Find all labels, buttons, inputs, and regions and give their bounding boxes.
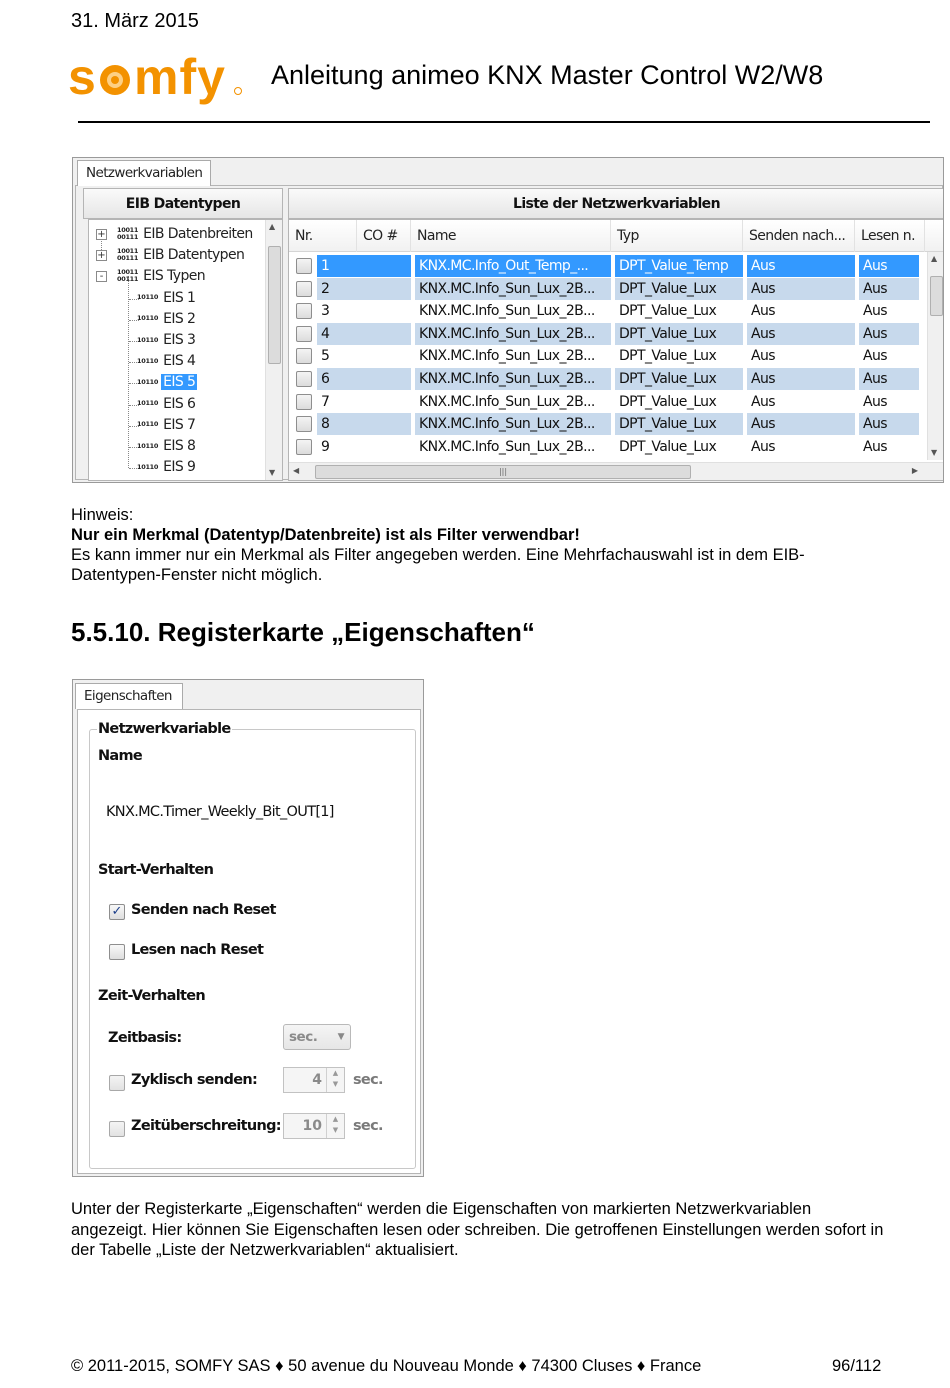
row-checkbox[interactable] <box>296 348 312 364</box>
table-cell-co <box>357 368 411 390</box>
table-cell-lesen: Aus <box>863 303 887 320</box>
table-cell-lesen: Aus <box>863 438 887 455</box>
tab-eigenschaften[interactable]: Eigenschaften <box>75 683 183 709</box>
table-cell-nr: 8 <box>317 413 357 435</box>
tree-node-label: EIS 8 <box>163 438 196 454</box>
table-cell-nr: 2 <box>317 278 357 300</box>
table-cell-name: KNX.MC.Info_Sun_Lux_2B... <box>419 303 595 320</box>
binary-icon: 10110 <box>137 293 159 302</box>
table-cell-typ: DPT_Value_Lux <box>615 368 743 390</box>
table-cell-typ: DPT_Value_Lux <box>615 278 743 300</box>
binary-icon: 10110 <box>137 420 159 429</box>
hint-bold: Nur ein Merkmal (Datentyp/Datenbreite) ist als Filter verwendbar! <box>71 526 580 544</box>
binary-icon: 10110 <box>137 399 159 408</box>
timebase-value: sec. <box>289 1029 318 1045</box>
table-cell-name: KNX.MC.Info_Sun_Lux_2B... <box>419 393 595 410</box>
table-cell-name: KNX.MC.Info_Sun_Lux_2B... <box>419 348 595 365</box>
table-cell-senden: Aus <box>747 413 855 435</box>
cyclic-label: Zyklisch senden: <box>131 1072 258 1088</box>
start-verhalten-label: Start-Verhalten <box>98 862 214 878</box>
grid-vscrollbar[interactable] <box>927 252 944 460</box>
table-cell-co <box>357 255 411 277</box>
scroll-thumb[interactable] <box>268 246 281 364</box>
tree-node[interactable] <box>137 394 197 415</box>
timebase-label: Zeitbasis: <box>108 1030 182 1046</box>
tree-node[interactable] <box>117 266 207 287</box>
row-checkbox[interactable] <box>296 416 312 432</box>
table-cell-lesen: Aus <box>859 255 919 277</box>
section-heading: 5.5.10. Registerkarte „Eigenschaften“ <box>71 617 535 647</box>
timeout-checkbox[interactable] <box>109 1121 125 1137</box>
document-date: 31. März 2015 <box>71 10 199 32</box>
table-cell-co <box>357 323 411 345</box>
table-cell-senden: Aus <box>747 278 855 300</box>
zeit-verhalten-label: Zeit-Verhalten <box>98 988 205 1004</box>
binary-icon: 10110 <box>137 356 159 365</box>
tree-node[interactable] <box>117 224 255 245</box>
scroll-up-icon[interactable]: ▲ <box>931 254 938 263</box>
tree-node[interactable] <box>117 245 246 266</box>
table-row[interactable] <box>289 368 919 390</box>
table-cell-co <box>357 300 411 322</box>
spinner-arrows-icon[interactable]: ▲ ▼ <box>326 1114 344 1138</box>
group-title: Netzwerkvariable <box>98 721 231 737</box>
table-cell-senden: Aus <box>751 348 775 365</box>
column-header[interactable]: Typ <box>611 220 743 252</box>
table-cell-senden: Aus <box>751 438 775 455</box>
tab-netzwerkvariablen[interactable]: Netzwerkvariablen <box>77 160 211 186</box>
table-cell-nr: 5 <box>321 348 330 365</box>
description-paragraph: Unter der Registerkarte „Eigenschaften“ werden die Eigenschaften von markierten Netzwerkvariablen angezeigt. Hier können Sie Eigenschaften lesen oder schreiben. Die getroffenen Einstellungen werden sofort in der Tabelle „Liste der Netzwerkvariablen“ aktualisiert. <box>71 1200 884 1259</box>
scroll-left-icon[interactable]: ◀ <box>293 466 300 475</box>
table-cell-nr: 7 <box>321 393 330 410</box>
scroll-right-icon[interactable]: ▶ <box>911 466 918 475</box>
table-cell-lesen: Aus <box>859 278 919 300</box>
table-cell-nr: 6 <box>317 368 357 390</box>
table-cell-senden: Aus <box>751 303 775 320</box>
table-cell-co <box>357 413 411 435</box>
tree-node-label: EIS 2 <box>163 310 196 327</box>
table-cell-lesen: Aus <box>863 393 887 410</box>
table-row[interactable] <box>289 300 919 322</box>
table-cell-name: KNX.MC.Info_Sun_Lux_2B... <box>415 323 611 345</box>
tree-node[interactable] <box>137 372 197 393</box>
hint-text: Es kann immer nur ein Merkmal als Filter angegeben werden. Eine Mehrfachauswahl ist in dem EIB-Datentypen-Fenster nicht möglich. <box>71 546 805 584</box>
tree-node-label: EIS 7 <box>163 416 196 433</box>
row-checkbox[interactable] <box>296 326 312 342</box>
row-checkbox[interactable] <box>296 303 312 319</box>
timeout-unit: sec. <box>353 1118 383 1134</box>
table-cell-lesen: Aus <box>859 413 919 435</box>
tree-expander-icon[interactable]: - <box>96 271 107 282</box>
tree-node[interactable] <box>137 330 197 351</box>
cyclic-checkbox[interactable] <box>109 1075 125 1091</box>
svg-text:mfy: mfy <box>134 50 226 105</box>
binary-icon: 10110 <box>137 441 159 450</box>
send-reset-checkbox[interactable] <box>109 904 125 920</box>
tree-node[interactable] <box>137 415 197 436</box>
binary-icon: 10110 <box>137 335 159 344</box>
table-row[interactable] <box>289 413 919 435</box>
checkmark-icon: ✓ <box>111 904 123 919</box>
table-cell-nr: 3 <box>321 303 330 320</box>
page-number: 96/112 <box>832 1357 882 1375</box>
scroll-thumb[interactable] <box>930 276 943 316</box>
table-cell-nr: 9 <box>321 438 330 455</box>
timebase-select[interactable] <box>283 1024 351 1050</box>
table-cell-name: KNX.MC.Info_Out_Temp_... <box>415 255 611 277</box>
scroll-down-icon[interactable]: ▼ <box>269 468 276 477</box>
name-value: KNX.MC.Timer_Weekly_Bit_OUT[1] <box>106 804 334 820</box>
table-row[interactable] <box>289 436 919 458</box>
table-cell-name: KNX.MC.Info_Sun_Lux_2B... <box>419 438 595 455</box>
hint-label: Hinweis: <box>71 506 134 524</box>
list-header: Liste der Netzwerkvariablen <box>288 188 944 219</box>
table-cell-typ: DPT_Value_Temp <box>615 255 743 277</box>
table-cell-co <box>357 278 411 300</box>
row-checkbox[interactable] <box>296 281 312 297</box>
table-row[interactable] <box>289 323 919 345</box>
scroll-up-icon[interactable]: ▲ <box>269 222 276 231</box>
column-header[interactable]: CO # <box>357 220 411 252</box>
tree-expander-icon[interactable]: + <box>97 229 106 240</box>
table-cell-senden: Aus <box>747 368 855 390</box>
tree-node[interactable] <box>137 457 197 478</box>
table-cell-typ: DPT_Value_Lux <box>615 323 743 345</box>
eigenschaften-screenshot <box>72 679 424 1177</box>
table-cell-senden: Aus <box>747 255 855 277</box>
tree-node-label: EIS 9 <box>163 459 196 476</box>
table-cell-lesen: Aus <box>859 323 919 345</box>
spinner-arrows-icon[interactable]: ▲ ▼ <box>326 1068 344 1092</box>
grid-hscrollbar[interactable] <box>289 462 944 480</box>
table-row[interactable] <box>289 391 919 413</box>
binary-icon: 10011 00111 <box>117 268 139 284</box>
name-label: Name <box>98 748 143 764</box>
column-header[interactable]: Nr. <box>289 220 357 252</box>
table-cell-typ: DPT_Value_Lux <box>619 303 717 320</box>
tree-node-label: EIS 1 <box>163 289 196 306</box>
somfy-logo <box>68 50 246 106</box>
hscroll-thumb[interactable]: ||| <box>315 465 691 479</box>
netzwerkvariablen-screenshot <box>72 157 944 483</box>
table-cell-name: KNX.MC.Info_Sun_Lux_2B... <box>415 368 611 390</box>
table-cell-name: KNX.MC.Info_Sun_Lux_2B... <box>415 413 611 435</box>
read-reset-checkbox[interactable] <box>109 944 125 960</box>
scroll-down-icon[interactable]: ▼ <box>931 448 938 457</box>
table-cell-nr: 1 <box>317 255 357 277</box>
chevron-down-icon: ▼ <box>337 1032 344 1042</box>
timeout-label: Zeitüberschreitung: <box>131 1118 281 1134</box>
send-reset-label: Senden nach Reset <box>131 902 276 918</box>
table-cell-lesen: Aus <box>859 368 919 390</box>
tree-scrollbar[interactable] <box>265 220 282 480</box>
row-checkbox[interactable] <box>296 371 312 387</box>
cyclic-unit: sec. <box>353 1072 383 1088</box>
variables-grid[interactable] <box>288 219 944 481</box>
row-checkbox[interactable] <box>296 394 312 410</box>
binary-icon: 10110 <box>137 377 159 386</box>
binary-icon: 10110 <box>137 462 159 471</box>
eib-datentypen-header: EIB Datentypen <box>83 188 283 219</box>
tree-node[interactable] <box>137 309 197 330</box>
table-row[interactable] <box>289 255 919 277</box>
header-rule <box>78 121 930 123</box>
document-title: Anleitung animeo KNX Master Control W2/W8 <box>271 60 824 90</box>
table-cell-typ: DPT_Value_Lux <box>619 393 717 410</box>
table-cell-senden: Aus <box>747 323 855 345</box>
cyclic-spinner[interactable] <box>283 1067 345 1093</box>
eib-datentypen-pane <box>83 188 283 480</box>
tree-node[interactable] <box>137 351 197 372</box>
tree-node-label: EIS 5 <box>163 374 196 391</box>
tree-node-label: EIS Typen <box>143 268 206 285</box>
column-header[interactable]: Senden nach... <box>743 220 855 252</box>
hint-block <box>71 505 891 585</box>
table-cell-senden: Aus <box>751 393 775 410</box>
tree-expander-icon[interactable]: + <box>97 250 106 262</box>
grid-column-headers <box>289 220 944 252</box>
binary-icon: 10011 00111 <box>117 226 139 241</box>
datatype-tree[interactable] <box>88 219 283 481</box>
tree-node-label: EIS 6 <box>163 395 196 412</box>
tree-node-label: EIB Datentypen <box>143 247 245 264</box>
column-header[interactable]: Name <box>411 220 611 252</box>
netzwerkvariablen-list-pane <box>288 188 944 480</box>
table-cell-co <box>357 391 411 413</box>
binary-icon: 10110 <box>137 314 159 323</box>
cyclic-value: 4 <box>312 1072 322 1088</box>
table-row[interactable] <box>289 278 919 300</box>
tree-node-label: EIS 3 <box>163 332 196 348</box>
timeout-spinner[interactable] <box>283 1113 345 1139</box>
table-row[interactable] <box>289 345 919 367</box>
column-header[interactable]: Lesen n. <box>855 220 925 252</box>
timeout-value: 10 <box>302 1118 322 1134</box>
tree-node-label: EIB Datenbreiten <box>143 226 253 242</box>
row-checkbox[interactable] <box>296 258 312 274</box>
table-cell-name: KNX.MC.Info_Sun_Lux_2B... <box>415 278 611 300</box>
table-cell-co <box>357 436 411 458</box>
table-cell-typ: DPT_Value_Lux <box>619 348 717 365</box>
table-cell-nr: 4 <box>317 323 357 345</box>
table-cell-lesen: Aus <box>863 348 887 365</box>
row-checkbox[interactable] <box>296 439 312 455</box>
table-cell-typ: DPT_Value_Lux <box>619 438 717 455</box>
footer-copyright: © 2011-2015, SOMFY SAS ♦ 50 avenue du Nouveau Monde ♦ 74300 Cluses ♦ France <box>71 1357 702 1375</box>
table-cell-co <box>357 345 411 367</box>
tree-node[interactable] <box>137 436 197 457</box>
tree-node-label: EIS 4 <box>163 353 196 370</box>
tree-node[interactable] <box>137 288 197 309</box>
read-reset-label: Lesen nach Reset <box>131 942 264 958</box>
binary-icon: 10011 00111 <box>117 247 139 263</box>
table-cell-typ: DPT_Value_Lux <box>615 413 743 435</box>
svg-text:s: s <box>68 50 97 105</box>
